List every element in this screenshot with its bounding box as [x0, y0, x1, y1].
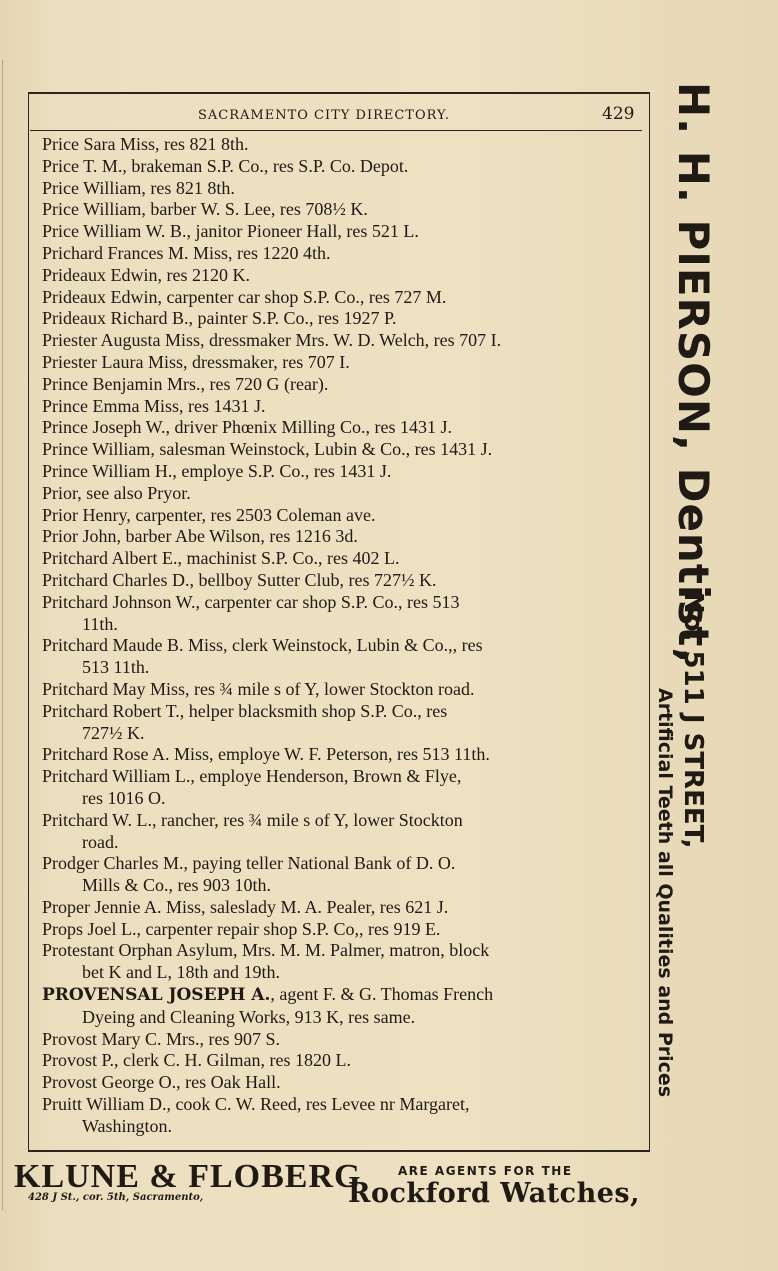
entry-continuation-line: bet K and L, 18th and 19th.	[82, 962, 280, 983]
dentist-name: H. H. PIERSON, Dentist,	[669, 82, 718, 665]
directory-entry	[42, 330, 640, 352]
directory-entry	[42, 810, 640, 854]
entry-first-line: Pritchard William L., employe Henderson, Brown & Flye,	[42, 766, 462, 787]
directory-entry	[42, 439, 640, 461]
directory-entry	[42, 1094, 640, 1138]
entry-continuation-line: 727½ K.	[82, 722, 145, 743]
entry-first-line: Prodger Charles M., paying teller National Bank of D. O.	[42, 853, 456, 874]
directory-entry	[42, 287, 640, 309]
directory-entry	[42, 853, 640, 897]
running-head: SACRAMENTO CITY DIRECTORY.	[198, 108, 451, 123]
entry-continuation-line: res 1016 O.	[82, 787, 166, 808]
agents-text: ARE AGENTS FOR THE	[398, 1164, 573, 1178]
directory-entry	[42, 374, 640, 396]
side-advertisement	[654, 60, 760, 1190]
entry-first-line: Pritchard May Miss, res ¾ mile s of Y, lower Stockton road.	[42, 678, 475, 699]
directory-entry	[42, 396, 640, 418]
entry-first-line: Pritchard W. L., rancher, res ¾ mile s of Y, lower Stockton	[42, 809, 463, 830]
entry-first-line: Provost P., clerk C. H. Gilman, res 1820 L.	[42, 1050, 351, 1071]
directory-entry	[42, 744, 640, 766]
firm-address: 428 J St., cor. 5th, Sacramento,	[28, 1192, 204, 1203]
entry-first-line: Prideaux Edwin, res 2120 K.	[42, 264, 250, 285]
directory-entry	[42, 243, 640, 265]
dentist-address: No. 511 J STREET,	[678, 592, 708, 849]
entry-first-line: Price William W. B., janitor Pioneer Hall, res 521 L.	[42, 221, 419, 242]
entry-continuation-line: Washington.	[82, 1115, 173, 1136]
directory-entry	[42, 265, 640, 287]
directory-entry	[42, 984, 640, 1029]
entry-first-line: Prichard Frances M. Miss, res 1220 4th.	[42, 242, 331, 263]
entry-continuation-line: 513 11th.	[82, 657, 150, 678]
entry-first-line: Prideaux Richard B., painter S.P. Co., res 1927 P.	[42, 308, 397, 329]
directory-entry	[42, 526, 640, 548]
entry-first-line: Prior, see also Pryor.	[42, 482, 191, 503]
entry-first-line: Prior John, barber Abe Wilson, res 1216 3d.	[42, 526, 358, 547]
directory-entry	[42, 134, 640, 156]
entry-first-line: Prince Emma Miss, res 1431 J.	[42, 395, 266, 416]
entry-first-line: Prince Benjamin Mrs., res 720 G (rear).	[42, 373, 329, 394]
entry-first-line: Props Joel L., carpenter repair shop S.P. Co,, res 919 E.	[42, 918, 441, 939]
directory-entry	[42, 897, 640, 919]
entry-first-line: Pritchard Robert T., helper blacksmith shop S.P. Co., res	[42, 700, 448, 721]
entry-first-line: Pritchard Maude B. Miss, clerk Weinstock, Lubin & Co.,, res	[42, 635, 483, 656]
entry-first-line: Price Sara Miss, res 821 8th.	[42, 134, 249, 154]
entry-first-line: Prior Henry, carpenter, res 2503 Coleman ave.	[42, 504, 376, 525]
page-number: 429	[602, 104, 635, 124]
entry-first-line: Price William, res 821 8th.	[42, 177, 235, 198]
page-edge-line	[2, 60, 3, 1210]
entry-continuation-line: Mills & Co., res 903 10th.	[82, 875, 272, 896]
entry-first-line: Pritchard Albert E., machinist S.P. Co., res 402 L.	[42, 548, 400, 569]
entry-first-line: Price William, barber W. S. Lee, res 708½ K.	[42, 199, 368, 220]
directory-entry	[42, 199, 640, 221]
directory-entry	[42, 352, 640, 374]
directory-entry	[42, 766, 640, 810]
entry-continuation-line: Dyeing and Cleaning Works, 913 K, res same.	[82, 1006, 416, 1027]
entry-first-line: PROVENSAL JOSEPH A., agent F. & G. Thomas French	[42, 984, 494, 1006]
entry-lead-name: PROVENSAL JOSEPH A.	[42, 985, 271, 1006]
directory-entry	[42, 635, 640, 679]
dentist-tagline: Artificial Teeth all Qualities and Prices	[654, 688, 676, 1098]
directory-entry	[42, 592, 640, 636]
entry-first-line: Prince William H., employe S.P. Co., res 1431 J.	[42, 460, 392, 481]
directory-entry	[42, 178, 640, 200]
entry-first-line: Prince William, salesman Weinstock, Lubin & Co., res 1431 J.	[42, 439, 493, 460]
entry-first-line: Pritchard Johnson W., carpenter car shop S.P. Co., res 513	[42, 591, 460, 612]
entry-first-line: Protestant Orphan Asylum, Mrs. M. M. Palmer, matron, block	[42, 940, 490, 961]
entry-first-line: Priester Augusta Miss, dressmaker Mrs. W. D. Welch, res 707 I.	[42, 330, 502, 351]
directory-entry	[42, 701, 640, 745]
directory-entry	[42, 919, 640, 941]
firm-name: KLUNE & FLOBERG	[14, 1158, 362, 1195]
directory-entry	[42, 483, 640, 505]
directory-entry	[42, 1029, 640, 1051]
directory-entry	[42, 221, 640, 243]
product-name: Rockford Watches,	[348, 1178, 641, 1209]
entry-first-line: Pritchard Charles D., bellboy Sutter Club, res 727½ K.	[42, 569, 437, 590]
directory-entry	[42, 1050, 640, 1072]
entry-first-line: Proper Jennie A. Miss, saleslady M. A. Pealer, res 621 J.	[42, 896, 449, 917]
entry-first-line: Pruitt William D., cook C. W. Reed, res Levee nr Margaret,	[42, 1094, 470, 1115]
directory-entry	[42, 308, 640, 330]
entry-continuation-line: 11th.	[82, 613, 118, 634]
entry-first-line: Prince Joseph W., driver Phœnix Milling Co., res 1431 J.	[42, 417, 452, 438]
directory-entry	[42, 417, 640, 439]
entry-first-line: Provost Mary C. Mrs., res 907 S.	[42, 1028, 281, 1049]
entry-first-line: Pritchard Rose A. Miss, employe W. F. Peterson, res 513 11th.	[42, 744, 490, 765]
entry-first-line: Prideaux Edwin, carpenter car shop S.P. Co., res 727 M.	[42, 286, 447, 307]
directory-entry	[42, 505, 640, 527]
directory-entry	[42, 940, 640, 984]
directory-entry	[42, 461, 640, 483]
entry-first-line: Price T. M., brakeman S.P. Co., res S.P. Co. Depot.	[42, 155, 409, 176]
entry-first-line: Priester Laura Miss, dressmaker, res 707 I.	[42, 351, 350, 372]
directory-entry	[42, 679, 640, 701]
bottom-advertisement	[12, 1158, 652, 1218]
directory-entries	[42, 134, 640, 1138]
entry-continuation-line: road.	[82, 831, 119, 852]
directory-entry	[42, 548, 640, 570]
entry-first-line: Provost George O., res Oak Hall.	[42, 1072, 281, 1093]
directory-entry	[42, 1072, 640, 1094]
page-header	[30, 100, 642, 131]
directory-entry	[42, 570, 640, 592]
directory-entry	[42, 156, 640, 178]
